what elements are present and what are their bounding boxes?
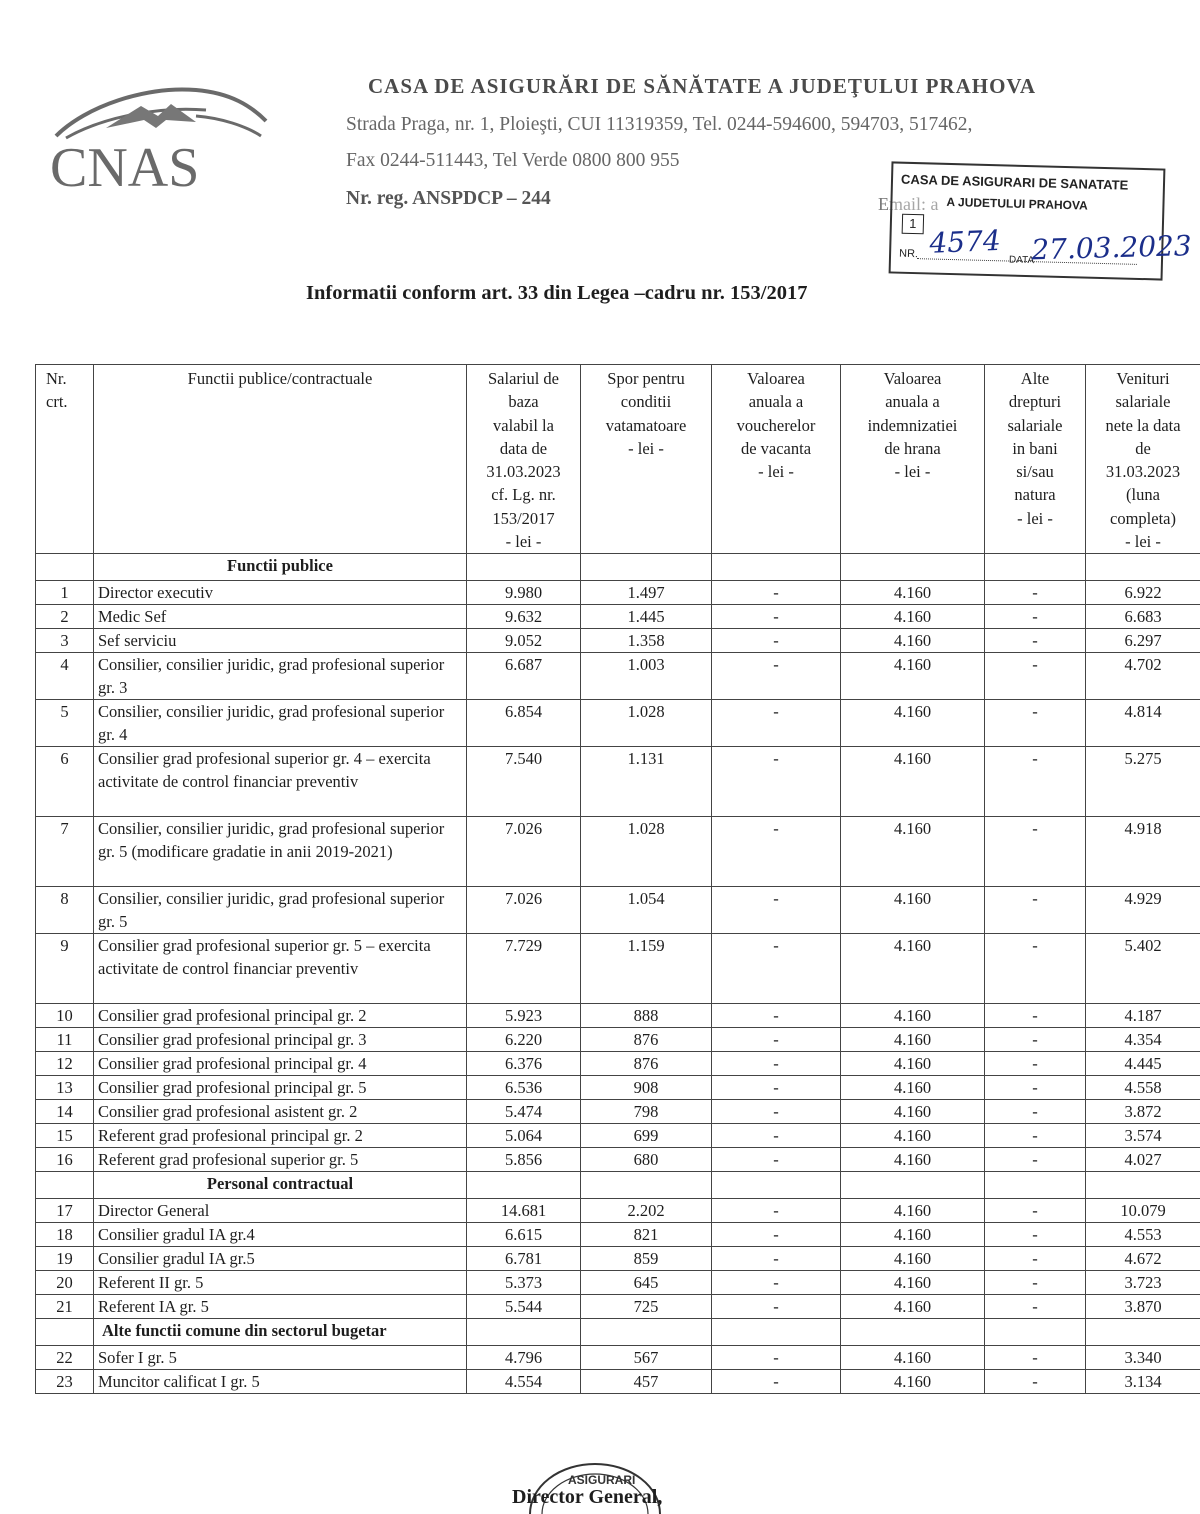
value-alte: - (985, 934, 1086, 1004)
value-net: 4.918 (1086, 817, 1200, 887)
value-spor: 798 (581, 1100, 712, 1124)
value-alte: - (985, 1124, 1086, 1148)
value-alte: - (985, 1346, 1086, 1370)
section-row (36, 1319, 1200, 1346)
function-name: Consilier grad profesional superior gr. 5 – exercita activitate de control financiar preventiv (94, 934, 467, 1004)
stamp-box: 1 (902, 214, 925, 235)
row-number: 3 (36, 629, 94, 653)
value-spor: 1.054 (581, 887, 712, 934)
function-name: Referent IA gr. 5 (94, 1295, 467, 1319)
value-net: 4.553 (1086, 1223, 1200, 1247)
value-voucher: - (712, 700, 841, 747)
section-empty-cell (1086, 1319, 1200, 1346)
value-net: 6.297 (1086, 629, 1200, 653)
value-net: 5.402 (1086, 934, 1200, 1004)
value-net: 4.354 (1086, 1028, 1200, 1052)
stamp-data-label: DATA (1008, 254, 1035, 267)
value-alte: - (985, 1295, 1086, 1319)
table-row (36, 1370, 1200, 1394)
value-net: 4.187 (1086, 1004, 1200, 1028)
value-salariu: 4.554 (467, 1370, 581, 1394)
value-alte: - (985, 1148, 1086, 1172)
value-voucher: - (712, 605, 841, 629)
value-alte: - (985, 581, 1086, 605)
table-row (36, 653, 1200, 700)
function-name: Consilier, consilier juridic, grad profesional superior gr. 5 (modificare gradatie in anii 2019-2021) (94, 817, 467, 887)
value-hrana: 4.160 (841, 1124, 985, 1148)
stamp-date-value: 27.03.2023 (1030, 229, 1193, 267)
value-hrana: 4.160 (841, 629, 985, 653)
value-hrana: 4.160 (841, 653, 985, 700)
value-salariu: 6.687 (467, 653, 581, 700)
value-spor: 888 (581, 1004, 712, 1028)
value-salariu: 7.729 (467, 934, 581, 1004)
header-nr: Nr. crt. (36, 365, 94, 554)
value-net: 4.929 (1086, 887, 1200, 934)
value-alte: - (985, 1028, 1086, 1052)
function-name: Consilier grad profesional principal gr. 5 (94, 1076, 467, 1100)
value-salariu: 5.064 (467, 1124, 581, 1148)
table-row (36, 817, 1200, 887)
value-hrana: 4.160 (841, 581, 985, 605)
function-name: Referent II gr. 5 (94, 1271, 467, 1295)
function-name: Director General (94, 1199, 467, 1223)
table-row (36, 1004, 1200, 1028)
value-spor: 908 (581, 1076, 712, 1100)
section-empty-cell (841, 554, 985, 581)
value-voucher: - (712, 1223, 841, 1247)
value-voucher: - (712, 817, 841, 887)
value-salariu: 7.540 (467, 747, 581, 817)
section-empty-cell (581, 554, 712, 581)
section-row (36, 554, 1200, 581)
value-voucher: - (712, 1346, 841, 1370)
value-spor: 1.028 (581, 817, 712, 887)
value-voucher: - (712, 1148, 841, 1172)
value-salariu: 6.854 (467, 700, 581, 747)
value-spor: 1.358 (581, 629, 712, 653)
function-name: Consilier grad profesional asistent gr. 2 (94, 1100, 467, 1124)
table-header-row (36, 365, 1200, 554)
value-hrana: 4.160 (841, 1028, 985, 1052)
table-body (36, 554, 1200, 1394)
value-hrana: 4.160 (841, 1223, 985, 1247)
value-voucher: - (712, 1271, 841, 1295)
table-row (36, 747, 1200, 817)
section-row (36, 1172, 1200, 1199)
value-spor: 1.131 (581, 747, 712, 817)
org-name: CASA DE ASIGURĂRI DE SĂNĂTATE A JUDEŢULUI PRAHOVA (368, 74, 1037, 98)
row-number: 17 (36, 1199, 94, 1223)
function-name: Sef serviciu (94, 629, 467, 653)
row-number: 20 (36, 1271, 94, 1295)
value-net: 4.558 (1086, 1076, 1200, 1100)
section-title: Personal contractual (94, 1172, 467, 1199)
table-row (36, 1295, 1200, 1319)
section-empty-cell (581, 1319, 712, 1346)
row-number: 2 (36, 605, 94, 629)
value-voucher: - (712, 1247, 841, 1271)
function-name: Consilier grad profesional principal gr. 4 (94, 1052, 467, 1076)
value-salariu: 5.856 (467, 1148, 581, 1172)
function-name: Medic Sef (94, 605, 467, 629)
header-hrana: Valoarea anuala a indemnizatiei de hrana - lei - (841, 365, 985, 554)
section-title: Alte functii comune din sectorul bugetar (94, 1319, 467, 1346)
value-voucher: - (712, 747, 841, 817)
function-name: Referent grad profesional superior gr. 5 (94, 1148, 467, 1172)
table-row (36, 1124, 1200, 1148)
value-alte: - (985, 1271, 1086, 1295)
function-name: Referent grad profesional principal gr. 2 (94, 1124, 467, 1148)
value-spor: 859 (581, 1247, 712, 1271)
value-net: 4.672 (1086, 1247, 1200, 1271)
value-spor: 1.028 (581, 700, 712, 747)
header-alte-drepturi: Alte drepturi salariale in bani si/sau natura - lei - (985, 365, 1086, 554)
value-salariu: 9.980 (467, 581, 581, 605)
value-alte: - (985, 1004, 1086, 1028)
table-row (36, 1247, 1200, 1271)
value-net: 3.340 (1086, 1346, 1200, 1370)
table-row (36, 1028, 1200, 1052)
value-salariu: 14.681 (467, 1199, 581, 1223)
value-hrana: 4.160 (841, 1346, 985, 1370)
section-empty-cell (985, 1172, 1086, 1199)
table-row (36, 887, 1200, 934)
value-salariu: 5.474 (467, 1100, 581, 1124)
section-empty-cell (985, 1319, 1086, 1346)
section-empty-cell (985, 554, 1086, 581)
value-voucher: - (712, 1028, 841, 1052)
value-hrana: 4.160 (841, 605, 985, 629)
signature-label: Director General, (512, 1486, 663, 1508)
row-number: 4 (36, 653, 94, 700)
row-number: 21 (36, 1295, 94, 1319)
section-empty-cell (581, 1172, 712, 1199)
cnas-logo (46, 76, 276, 196)
value-alte: - (985, 817, 1086, 887)
document-title: Informatii conform art. 33 din Legea –cadru nr. 153/2017 (306, 282, 808, 304)
row-number: 6 (36, 747, 94, 817)
function-name: Consilier gradul IA gr.5 (94, 1247, 467, 1271)
value-net: 3.723 (1086, 1271, 1200, 1295)
table-row (36, 934, 1200, 1004)
value-alte: - (985, 1076, 1086, 1100)
table-row (36, 1199, 1200, 1223)
value-spor: 457 (581, 1370, 712, 1394)
row-number: 12 (36, 1052, 94, 1076)
value-spor: 725 (581, 1295, 712, 1319)
table-row (36, 700, 1200, 747)
section-empty-cell (467, 554, 581, 581)
stamp-nr-value: 4574 (928, 223, 1002, 260)
value-spor: 1.445 (581, 605, 712, 629)
value-net: 3.872 (1086, 1100, 1200, 1124)
value-salariu: 7.026 (467, 887, 581, 934)
stamp-nr-label: NR. (898, 247, 919, 261)
row-number: 8 (36, 887, 94, 934)
value-hrana: 4.160 (841, 747, 985, 817)
value-alte: - (985, 1247, 1086, 1271)
row-number: 9 (36, 934, 94, 1004)
value-hrana: 4.160 (841, 887, 985, 934)
row-number: 14 (36, 1100, 94, 1124)
value-voucher: - (712, 1199, 841, 1223)
org-anspdcp: Nr. reg. ANSPDCP – 244 (346, 188, 551, 209)
section-empty-cell (467, 1172, 581, 1199)
value-salariu: 6.615 (467, 1223, 581, 1247)
value-hrana: 4.160 (841, 1199, 985, 1223)
table-row (36, 1100, 1200, 1124)
row-number: 13 (36, 1076, 94, 1100)
function-name: Sofer I gr. 5 (94, 1346, 467, 1370)
value-voucher: - (712, 653, 841, 700)
stamp-line1: CASA DE ASIGURARI DE SANATATE (900, 171, 1129, 193)
function-name: Consilier gradul IA gr.4 (94, 1223, 467, 1247)
table-row (36, 581, 1200, 605)
value-salariu: 6.376 (467, 1052, 581, 1076)
function-name: Consilier grad profesional principal gr. 2 (94, 1004, 467, 1028)
value-salariu: 5.923 (467, 1004, 581, 1028)
section-empty-cell (841, 1319, 985, 1346)
value-hrana: 4.160 (841, 817, 985, 887)
value-net: 3.134 (1086, 1370, 1200, 1394)
section-empty-cell (712, 1172, 841, 1199)
value-hrana: 4.160 (841, 700, 985, 747)
value-salariu: 9.632 (467, 605, 581, 629)
value-voucher: - (712, 1052, 841, 1076)
header-spor: Spor pentru conditii vatamatoare - lei - (581, 365, 712, 554)
value-salariu: 6.781 (467, 1247, 581, 1271)
value-voucher: - (712, 887, 841, 934)
section-nr-cell (36, 554, 94, 581)
value-spor: 2.202 (581, 1199, 712, 1223)
row-number: 5 (36, 700, 94, 747)
logo-text: CNAS (50, 137, 200, 196)
row-number: 7 (36, 817, 94, 887)
value-alte: - (985, 653, 1086, 700)
registration-stamp (889, 161, 1193, 280)
value-salariu: 9.052 (467, 629, 581, 653)
value-spor: 876 (581, 1052, 712, 1076)
value-voucher: - (712, 934, 841, 1004)
row-number: 19 (36, 1247, 94, 1271)
value-salariu: 6.220 (467, 1028, 581, 1052)
function-name: Consilier grad profesional superior gr. 4 – exercita activitate de control financiar preventiv (94, 747, 467, 817)
org-fax: Fax 0244-511443, Tel Verde 0800 800 955 (346, 150, 680, 171)
value-net: 4.445 (1086, 1052, 1200, 1076)
value-salariu: 6.536 (467, 1076, 581, 1100)
function-name: Consilier, consilier juridic, grad profesional superior gr. 4 (94, 700, 467, 747)
row-number: 11 (36, 1028, 94, 1052)
value-net: 3.870 (1086, 1295, 1200, 1319)
org-address: Strada Praga, nr. 1, Ploieşti, CUI 11319359, Tel. 0244-594600, 594703, 517462, (346, 114, 973, 135)
stamp-line2: A JUDETULUI PRAHOVA (946, 194, 1088, 213)
value-voucher: - (712, 1295, 841, 1319)
value-hrana: 4.160 (841, 1295, 985, 1319)
value-voucher: - (712, 1370, 841, 1394)
value-salariu: 4.796 (467, 1346, 581, 1370)
section-empty-cell (1086, 554, 1200, 581)
section-nr-cell (36, 1319, 94, 1346)
function-name: Muncitor calificat I gr. 5 (94, 1370, 467, 1394)
table-row (36, 1052, 1200, 1076)
value-spor: 1.003 (581, 653, 712, 700)
row-number: 22 (36, 1346, 94, 1370)
table-row (36, 1148, 1200, 1172)
value-hrana: 4.160 (841, 1052, 985, 1076)
value-spor: 645 (581, 1271, 712, 1295)
value-voucher: - (712, 1076, 841, 1100)
section-empty-cell (1086, 1172, 1200, 1199)
value-alte: - (985, 1370, 1086, 1394)
value-net: 10.079 (1086, 1199, 1200, 1223)
table-row (36, 1223, 1200, 1247)
row-number: 18 (36, 1223, 94, 1247)
value-net: 4.702 (1086, 653, 1200, 700)
value-net: 4.027 (1086, 1148, 1200, 1172)
header-vouchere: Valoarea anuala a voucherelor de vacanta - lei - (712, 365, 841, 554)
value-spor: 699 (581, 1124, 712, 1148)
value-salariu: 7.026 (467, 817, 581, 887)
table-row (36, 1271, 1200, 1295)
value-net: 4.814 (1086, 700, 1200, 747)
row-number: 15 (36, 1124, 94, 1148)
value-spor: 1.159 (581, 934, 712, 1004)
org-email-fragment: Email: a (878, 194, 939, 214)
function-name: Consilier, consilier juridic, grad profesional superior gr. 3 (94, 653, 467, 700)
value-alte: - (985, 1052, 1086, 1076)
section-title: Functii publice (94, 554, 467, 581)
table-row (36, 1346, 1200, 1370)
table-row (36, 1076, 1200, 1100)
value-voucher: - (712, 1124, 841, 1148)
cnas-logo-icon (46, 76, 276, 196)
value-spor: 680 (581, 1148, 712, 1172)
header-venituri-nete: Venituri salariale nete la data de 31.03.2023 (luna completa) - lei - (1086, 365, 1200, 554)
section-empty-cell (712, 1319, 841, 1346)
function-name: Consilier, consilier juridic, grad profesional superior gr. 5 (94, 887, 467, 934)
value-alte: - (985, 1199, 1086, 1223)
value-hrana: 4.160 (841, 1004, 985, 1028)
value-spor: 821 (581, 1223, 712, 1247)
value-salariu: 5.544 (467, 1295, 581, 1319)
value-hrana: 4.160 (841, 1100, 985, 1124)
value-hrana: 4.160 (841, 1271, 985, 1295)
section-empty-cell (467, 1319, 581, 1346)
value-alte: - (985, 1223, 1086, 1247)
function-name: Director executiv (94, 581, 467, 605)
value-voucher: - (712, 629, 841, 653)
value-alte: - (985, 605, 1086, 629)
row-number: 16 (36, 1148, 94, 1172)
value-net: 6.922 (1086, 581, 1200, 605)
value-hrana: 4.160 (841, 1370, 985, 1394)
salary-table (35, 364, 1200, 1394)
value-alte: - (985, 629, 1086, 653)
value-net: 3.574 (1086, 1124, 1200, 1148)
row-number: 23 (36, 1370, 94, 1394)
value-hrana: 4.160 (841, 934, 985, 1004)
section-empty-cell (712, 554, 841, 581)
value-salariu: 5.373 (467, 1271, 581, 1295)
value-alte: - (985, 887, 1086, 934)
value-hrana: 4.160 (841, 1148, 985, 1172)
value-spor: 1.497 (581, 581, 712, 605)
table-row (36, 629, 1200, 653)
header-functii: Functii publice/contractuale (94, 365, 467, 554)
row-number: 10 (36, 1004, 94, 1028)
header-salariu: Salariul de baza valabil la data de 31.03.2023 cf. Lg. nr. 153/2017 - lei - (467, 365, 581, 554)
seal-text: ASIGURARI (568, 1473, 636, 1487)
value-voucher: - (712, 581, 841, 605)
value-voucher: - (712, 1004, 841, 1028)
value-hrana: 4.160 (841, 1076, 985, 1100)
value-alte: - (985, 1100, 1086, 1124)
section-empty-cell (841, 1172, 985, 1199)
value-spor: 876 (581, 1028, 712, 1052)
function-name: Consilier grad profesional principal gr. 3 (94, 1028, 467, 1052)
section-nr-cell (36, 1172, 94, 1199)
value-spor: 567 (581, 1346, 712, 1370)
value-hrana: 4.160 (841, 1247, 985, 1271)
value-net: 6.683 (1086, 605, 1200, 629)
table-row (36, 605, 1200, 629)
value-net: 5.275 (1086, 747, 1200, 817)
value-alte: - (985, 747, 1086, 817)
value-alte: - (985, 700, 1086, 747)
value-voucher: - (712, 1100, 841, 1124)
row-number: 1 (36, 581, 94, 605)
